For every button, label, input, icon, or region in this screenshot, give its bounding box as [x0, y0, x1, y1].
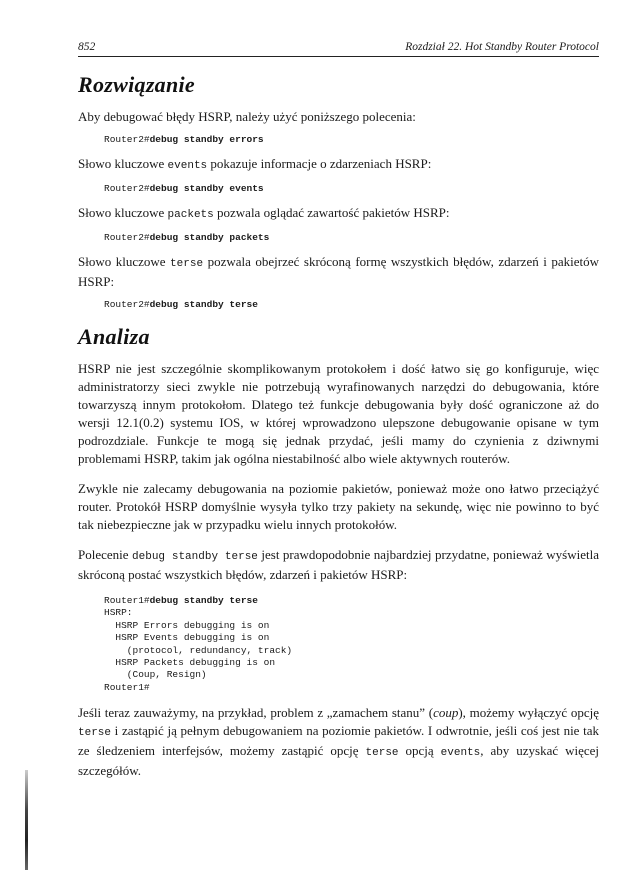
page-header [78, 38, 599, 57]
cmd-text: debug standby errors [149, 134, 264, 145]
page-number: 852 [78, 41, 96, 53]
text: pozwala oglądać zawartość pakietów HSRP: [213, 205, 450, 220]
text: pozwala obejrzeć skróconą formę wszystkich błędów, zdarzeń i pakietów HSRP: [78, 254, 599, 289]
packets-paragraph [78, 204, 599, 224]
text: i zastąpić ją pełnym debugowaniem na poziomie pakietów. I odwrotnie, jeśli coś jest nie tak ze śledzeniem interfejsów, możemy zastąpić opcję [78, 723, 599, 759]
cmd-prompt: Router2# [104, 183, 150, 194]
scan-binding-edge [25, 770, 28, 870]
keyword-terse: terse [170, 258, 204, 270]
keyword-terse: terse [78, 727, 112, 740]
text: jest prawdopodobnie najbardziej przydatne, ponieważ wyświetla skróconą postać wszystkich błędów, zdarzeń i pakietów HSRP: [78, 547, 599, 582]
cmd-prompt: Router2# [104, 232, 150, 243]
command-debug-events [104, 183, 599, 194]
analysis-paragraph-2: Zwykle nie zalecamy debugowania na poziomie pakietów, ponieważ może ono łatwo przeciążyć router. Protokół HSRP domyślnie wysyła tylko trzy pakiety na sekundę, więc nie powinno to być tak niebezpieczne jak w przypadku wielu innych protokołów. [78, 481, 599, 532]
code-prompt: Router1# [104, 595, 150, 606]
analysis-paragraph-1: HSRP nie jest szczególnie skomplikowanym protokołem i dość łatwo się go konfiguruje, więc administratorzy sieci zwykle nie potrzebują wyrafinowanych narzędzi do debugowania, które towarzyszą innym protokołom. Dlatego też funkcje debugowania były dość ograniczone aż do wersji 12.1(0.2) systemu IOS, w której wprowadzono ulepszone debugowanie opisane w tym podrozdziale. Funkcje te mogą się jednak przydać, jeśli mamy do czynienia z dziwnymi problemami HSRP, takim jak ogólna niestabilność albo wiele aktywnych routerów. [78, 361, 599, 466]
cmd-text: debug standby packets [149, 232, 270, 243]
section-title-analysis: Analiza [78, 324, 150, 349]
term-coup: coup [433, 705, 459, 721]
command-debug-terse [104, 299, 599, 310]
keyword-terse: terse [365, 747, 399, 760]
code-line: Router1# [104, 681, 150, 693]
text: Polecenie [78, 547, 133, 562]
keyword-events: events [440, 747, 481, 760]
chapter-title: Rozdział 22. Hot Standby Router Protocol [405, 41, 599, 53]
command-debug-packets [104, 232, 599, 243]
cmd-prompt: Router2# [104, 299, 150, 310]
keyword-packets: packets [167, 209, 214, 221]
section-title-solution: Rozwiązanie [78, 72, 195, 97]
cmd-text: debug standby terse [149, 299, 258, 310]
cmd-text: debug standby events [149, 183, 264, 194]
text: , aby uzyskać więcej szczegółów. [78, 743, 599, 779]
events-paragraph [78, 155, 599, 175]
command-debug-errors [104, 134, 599, 145]
text: ), możemy wyłączyć opcję [458, 705, 599, 721]
code-line: (protocol, redundancy, track) [104, 644, 293, 656]
analysis-paragraph-4 [78, 704, 599, 780]
page-body [78, 72, 599, 780]
code-command: debug standby terse [149, 595, 258, 606]
text: Jeśli teraz zauważymy, na przykład, problem z „zamachem stanu” ( [78, 705, 434, 721]
terse-paragraph [78, 253, 599, 291]
code-line: HSRP Events debugging is on [104, 632, 270, 644]
code-line: HSRP Packets debugging is on [104, 657, 276, 669]
analysis-paragraph-3 [78, 546, 599, 584]
text: Słowo kluczowe [78, 205, 168, 220]
solution-intro: Aby debugować błędy HSRP, należy użyć poniższego polecenia: [78, 109, 416, 124]
text: opcją [398, 743, 441, 759]
text: Słowo kluczowe [78, 254, 171, 269]
code-line: HSRP Errors debugging is on [104, 619, 270, 631]
cmd-prompt: Router2# [104, 134, 150, 145]
keyword-debug-standby-terse: debug standby terse [132, 551, 258, 563]
keyword-events: events [167, 160, 208, 172]
code-line: HSRP: [104, 607, 133, 619]
text: pokazuje informacje o zdarzeniach HSRP: [207, 156, 432, 171]
text: Słowo kluczowe [78, 156, 168, 171]
code-output-block [104, 595, 599, 694]
code-line: (Coup, Resign) [104, 669, 207, 681]
